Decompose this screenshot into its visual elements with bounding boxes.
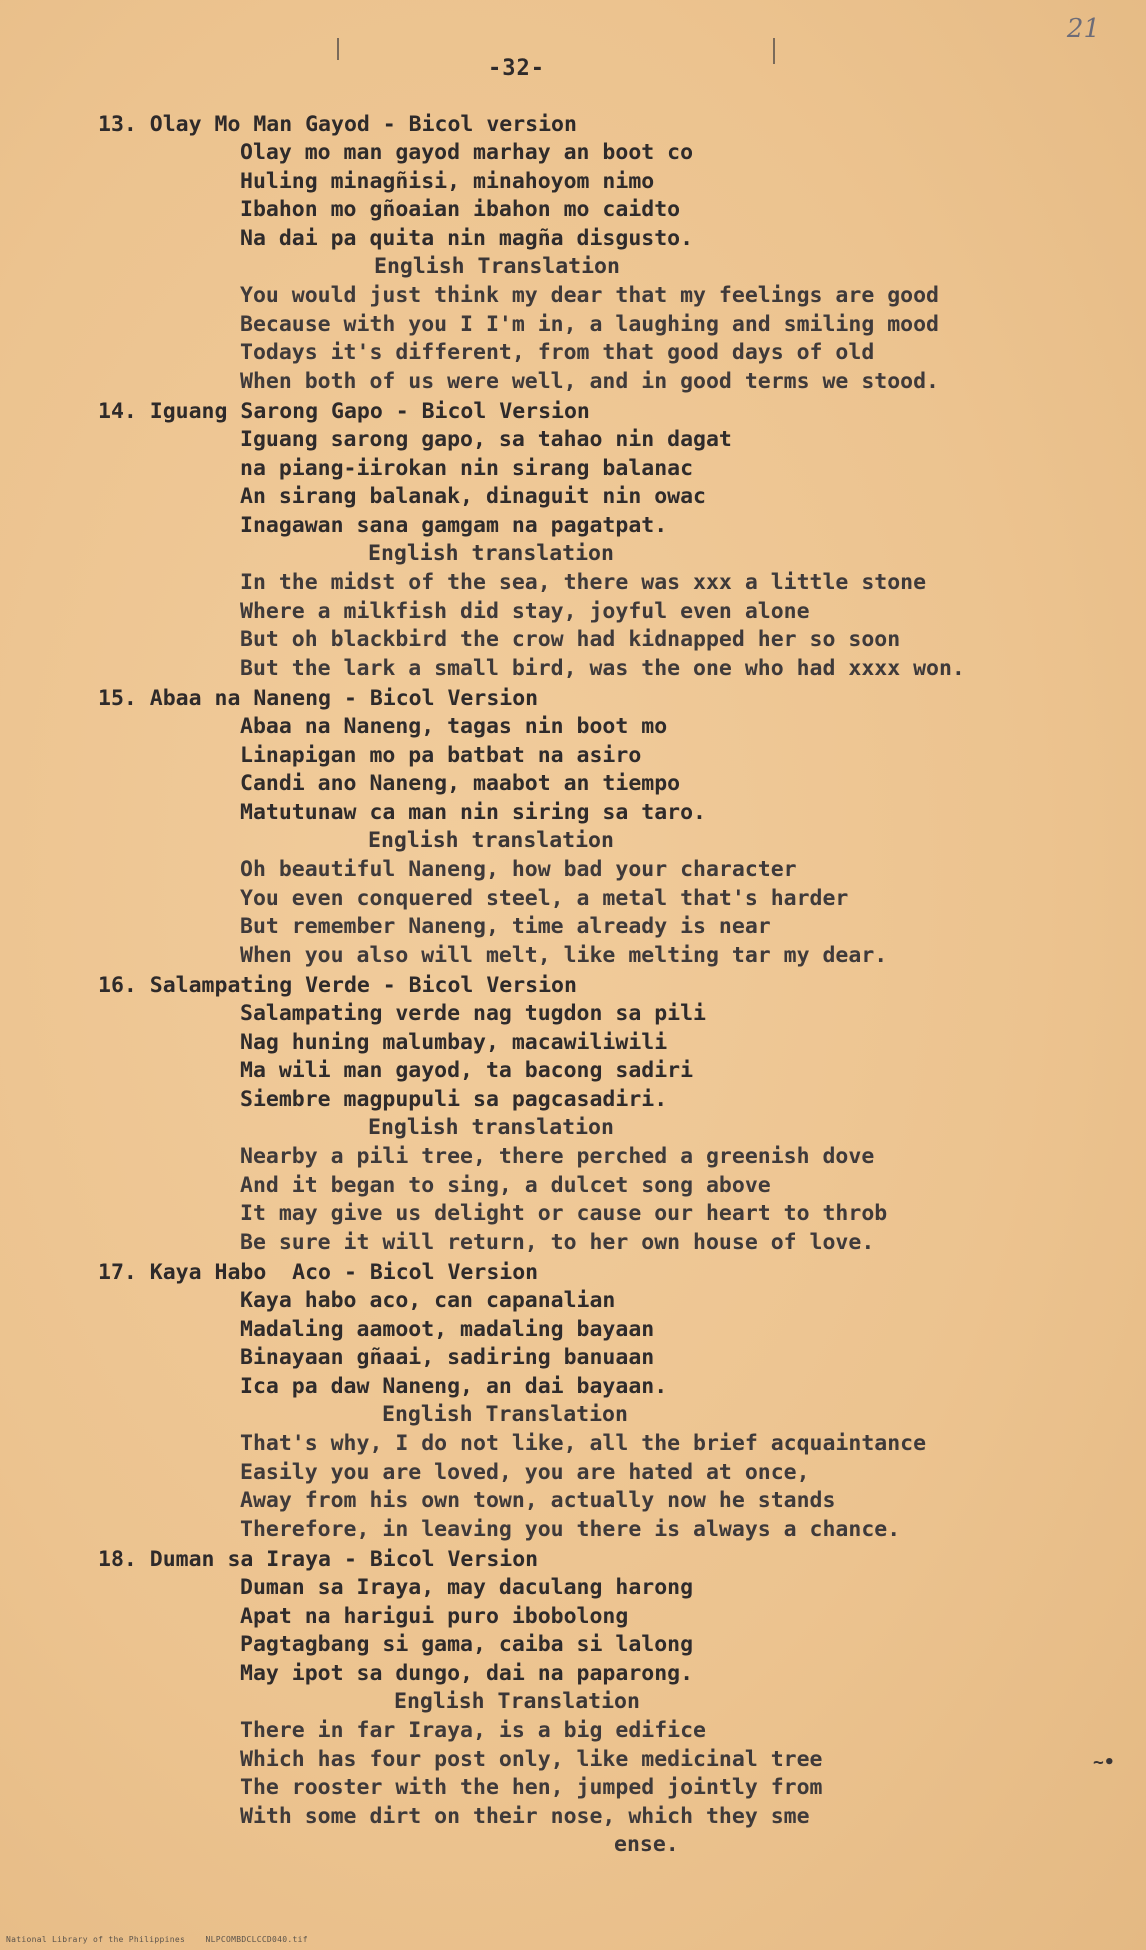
translation-line: When both of us were well, and in good terms we stood. (240, 368, 939, 394)
verse-line: Na dai pa quita nin magña disgusto. (240, 225, 694, 251)
verse-line: na piang-iirokan nin sirang balanac (240, 455, 694, 481)
translation-line: Away from his own town, actually now he stands (240, 1488, 836, 1514)
verse-line: Abaa na Naneng, tagas nin boot mo (240, 714, 668, 739)
translation-heading: English translation (368, 1115, 614, 1141)
translation-line: In the midst of the sea, there was xxx a little stone (240, 569, 927, 595)
translation-line: It may give us delight or cause our heart to throb (240, 1201, 888, 1227)
translation-line: But remember Naneng, time already is near (240, 914, 771, 940)
translation-line: You would just think my dear that my feelings are good (240, 282, 939, 308)
translation-line: Therefore, in leaving you there is always a chance. (240, 1516, 901, 1542)
verse-line: Linapigan mo pa batbat na asiro (240, 742, 642, 768)
translation-line: There in far Iraya, is a big edifice (240, 1717, 706, 1743)
typed-page-number: -32- (488, 56, 545, 81)
song-14 (98, 398, 1088, 683)
translation-line: Nearby a pili tree, there perched a greenish dove (240, 1143, 875, 1169)
verse-original (240, 139, 1088, 396)
translation-line: That's why, I do not like, all the brief acquaintance (240, 1430, 927, 1456)
margin-tick-right (773, 38, 775, 64)
verse-line: Salampating verde nag tugdon sa pili (240, 1001, 706, 1026)
translation-heading: English Translation (394, 1689, 640, 1715)
verse-line: Huling minagñisi, minahoyom nimo (240, 168, 655, 194)
verse-line: Olay mo man gayod marhay an boot co (240, 140, 694, 165)
translation-heading: English Translation (382, 1402, 628, 1428)
verse-original (240, 1574, 1088, 1831)
translation-heading: English Translation (374, 254, 620, 280)
verse-line: Iguang sarong gapo, sa tahao nin dagat (240, 427, 732, 452)
song-16 (98, 972, 1088, 1257)
song-title: 14. Iguang Sarong Gapo - Bicol Version (98, 399, 590, 424)
translation-line: Todays it's different, from that good days of old (240, 340, 875, 366)
translation-heading: English translation (368, 541, 614, 567)
song-title: 16. Salampating Verde - Bicol Version (98, 973, 577, 998)
verse-line: Nag huning malumbay, macawiliwili (240, 1029, 668, 1055)
translation-line: Be sure it will return, to her own house of love. (240, 1229, 875, 1255)
verse-line: Ma wili man gayod, ta bacong sadiri (240, 1058, 694, 1084)
handwritten-page-number: 21 (1066, 14, 1100, 44)
song-title: 13. Olay Mo Man Gayod - Bicol version (98, 112, 577, 137)
margin-tick-left (337, 38, 339, 60)
verse-line: Madaling aamoot, madaling bayaan (240, 1316, 655, 1342)
verse-line: Duman sa Iraya, may daculang harong (240, 1575, 694, 1600)
translation-line: And it began to sing, a dulcet song above (240, 1172, 771, 1198)
translation-line-continuation: ense. (614, 1832, 679, 1858)
verse-line: Matutunaw ca man nin siring sa taro. (240, 799, 706, 825)
verse-line: Siembre magpupuli sa pagcasadiri. (240, 1086, 668, 1112)
verse-line: May ipot sa dungo, dai na paparong. (240, 1660, 694, 1686)
archive-footer: National Library of the Philippines NLPCOMBDCLCCD040.tif (6, 1935, 308, 1944)
verse-original (240, 426, 1088, 683)
verse-line: Candi ano Naneng, maabot an tiempo (240, 771, 681, 797)
song-17 (98, 1259, 1088, 1544)
translation-line: Easily you are loved, you are hated at once, (240, 1459, 810, 1485)
song-title: 17. Kaya Habo Aco - Bicol Version (98, 1260, 539, 1285)
translation-line: Which has four post only, like medicinal tree (240, 1746, 823, 1772)
translation-line: The rooster with the hen, jumped jointly from (240, 1775, 823, 1801)
translation-line: Because with you I I'm in, a laughing and smiling mood (240, 311, 939, 337)
translation-line: You even conquered steel, a metal that's harder (240, 885, 849, 911)
song-13 (98, 111, 1088, 396)
verse-line: Kaya habo aco, can capanalian (240, 1288, 616, 1313)
translation-line: But the lark a small bird, was the one who had xxxx won. (240, 655, 965, 681)
song-title: 18. Duman sa Iraya - Bicol Version (98, 1547, 539, 1572)
verse-line: Ibahon mo gñoaian ibahon mo caidto (240, 197, 681, 223)
verse-line: Binayaan gñaai, sadiring banuaan (240, 1345, 655, 1371)
translation-line: When you also will melt, like melting tar my dear. (240, 942, 888, 968)
song-title: 15. Abaa na Naneng - Bicol Version (98, 686, 539, 711)
verse-line: Pagtagbang si gama, caiba si lalong (240, 1632, 694, 1658)
verse-original (240, 713, 1088, 970)
verse-line: Inagawan sana gamgam na pagatpat. (240, 512, 668, 538)
song-15 (98, 685, 1088, 970)
translation-heading: English translation (368, 828, 614, 854)
translation-line: With some dirt on their nose, which they sme (240, 1803, 810, 1829)
verse-line: Ica pa daw Naneng, an dai bayaan. (240, 1373, 668, 1399)
translation-line: Oh beautiful Naneng, how bad your character (240, 856, 797, 882)
verse-line: Apat na harigui puro ibobolong (240, 1603, 629, 1629)
verse-line: An sirang balanak, dinaguit nin owac (240, 484, 706, 510)
margin-mark: ~• (1093, 1752, 1115, 1773)
verse-original (240, 1287, 1088, 1544)
translation-line: But oh blackbird the crow had kidnapped her so soon (240, 627, 901, 653)
translation-line: Where a milkfish did stay, joyful even alone (240, 598, 810, 624)
verse-original (240, 1000, 1088, 1257)
song-18 (98, 1546, 1088, 1859)
